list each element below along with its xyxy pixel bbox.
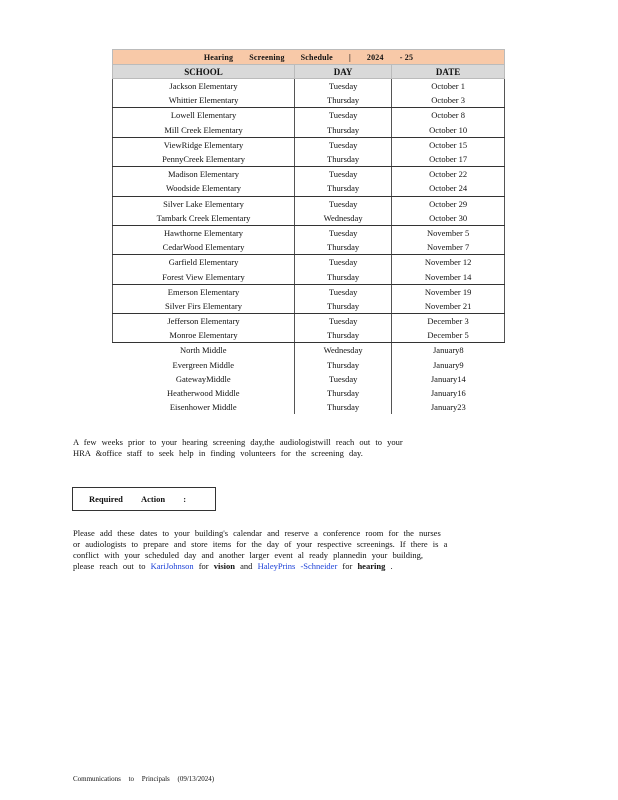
cell-date: January8 — [432, 345, 464, 356]
cell-day: Thursday — [295, 269, 392, 284]
cell-school: Jackson Elementary — [113, 79, 295, 94]
required-label: Required — [89, 494, 123, 504]
cell-date: October 29 — [392, 196, 505, 211]
volunteer-paragraph — [73, 437, 403, 459]
cell-school: Mill Creek Elementary — [113, 123, 295, 138]
instructions-paragraph — [73, 528, 447, 572]
cell-day: Tuesday — [295, 255, 392, 270]
cell-school: Monroe Elementary — [113, 328, 295, 343]
cell-school: GatewayMiddle — [175, 373, 231, 384]
cell-date: November 14 — [392, 269, 505, 284]
table-row — [113, 386, 505, 400]
required-action-box — [72, 487, 216, 511]
volunteer-line-2: HRA &office staff to seek help in finding volunteers for the screening day. — [73, 448, 363, 458]
table-row — [113, 358, 505, 372]
table-row — [113, 93, 505, 108]
cell-school: Garfield Elementary — [113, 255, 295, 270]
cell-day: Thursday — [295, 240, 392, 255]
table-row — [113, 269, 505, 284]
cell-day: Thursday — [295, 386, 392, 400]
schedule-title-row — [113, 50, 505, 65]
cell-date: November 7 — [392, 240, 505, 255]
cell-day: Tuesday — [295, 314, 392, 329]
table-row — [113, 225, 505, 240]
header-date: DATE — [392, 65, 505, 79]
table-row — [113, 108, 505, 123]
table-row — [113, 240, 505, 255]
cell-school: Tambark Creek Elementary — [113, 211, 295, 226]
cell-date: January16 — [430, 388, 466, 399]
cell-school: ViewRidge Elementary — [113, 137, 295, 152]
cell-school: Lowell Elementary — [113, 108, 295, 123]
cell-date: January14 — [430, 373, 466, 384]
cell-date: October 15 — [392, 137, 505, 152]
table-row — [113, 400, 505, 414]
cell-school: Woodside Elementary — [113, 181, 295, 196]
cell-date: October 17 — [392, 152, 505, 167]
table-row — [113, 284, 505, 299]
action-label: Action — [140, 494, 166, 504]
table-row — [113, 343, 505, 358]
cell-day: Thursday — [295, 123, 392, 138]
cell-school: PennyCreek Elementary — [113, 152, 295, 167]
cell-school: North Middle — [180, 345, 227, 356]
table-row — [113, 79, 505, 94]
cell-date: October 10 — [392, 123, 505, 138]
cell-day: Tuesday — [295, 137, 392, 152]
haley-prins-schneider-link[interactable]: HaleyPrins -Schneider — [257, 561, 338, 571]
table-row — [113, 196, 505, 211]
cell-date: October 30 — [392, 211, 505, 226]
table-row — [113, 137, 505, 152]
cell-date: October 3 — [392, 93, 505, 108]
cell-day: Thursday — [295, 152, 392, 167]
cell-date: November 21 — [392, 299, 505, 314]
table-row — [113, 211, 505, 226]
cell-date: January23 — [430, 402, 466, 413]
volunteer-line-1: A few weeks prior to your hearing screening day,the audiologistwill reach out to your — [73, 437, 403, 447]
table-row — [113, 299, 505, 314]
cell-school: Jefferson Elementary — [113, 314, 295, 329]
cell-school: Evergreen Middle — [172, 359, 234, 370]
cell-school: Hawthorne Elementary — [113, 225, 295, 240]
cell-date: November 19 — [392, 284, 505, 299]
cell-day: Thursday — [295, 181, 392, 196]
cell-day: Tuesday — [295, 225, 392, 240]
cell-day: Thursday — [295, 358, 392, 372]
cell-school: Eisenhower Middle — [169, 402, 237, 413]
table-row — [113, 372, 505, 386]
kari-johnson-link[interactable]: KariJohnson — [150, 561, 194, 571]
cell-day: Thursday — [295, 299, 392, 314]
cell-school: Whittier Elementary — [113, 93, 295, 108]
cell-date: December 5 — [392, 328, 505, 343]
cell-day: Tuesday — [295, 79, 392, 94]
footer-note: Communications to Principals (09/13/2024) — [73, 775, 215, 783]
cell-school: Forest View Elementary — [113, 269, 295, 284]
cell-day: Thursday — [295, 328, 392, 343]
cell-day: Tuesday — [295, 108, 392, 123]
table-row — [113, 314, 505, 329]
table-row — [113, 255, 505, 270]
cell-date: October 1 — [392, 79, 505, 94]
instructions-line-4: please reach out to KariJohnson for vision and HaleyPrins -Schneider for hearing . — [73, 561, 393, 571]
cell-day: Wednesday — [295, 211, 392, 226]
schedule-table — [112, 49, 505, 414]
cell-date: October 8 — [392, 108, 505, 123]
cell-date: November 12 — [392, 255, 505, 270]
table-row — [113, 152, 505, 167]
cell-school: Madison Elementary — [113, 167, 295, 182]
cell-school: Silver Firs Elementary — [113, 299, 295, 314]
header-row — [113, 65, 505, 79]
header-day: DAY — [295, 65, 392, 79]
cell-school: CedarWood Elementary — [113, 240, 295, 255]
cell-date: December 3 — [392, 314, 505, 329]
table-row — [113, 328, 505, 343]
cell-day: Wednesday — [295, 343, 392, 358]
cell-date: October 22 — [392, 167, 505, 182]
cell-day: Tuesday — [295, 167, 392, 182]
table-row — [113, 181, 505, 196]
cell-school: Heatherwood Middle — [167, 388, 240, 399]
cell-school: Silver Lake Elementary — [113, 196, 295, 211]
cell-school: Emerson Elementary — [113, 284, 295, 299]
instructions-line-3: conflict with your scheduled day and another larger event al ready plannedin your building, — [73, 550, 423, 560]
schedule-title: Hearing Screening Schedule | 2024 - 25 — [113, 50, 505, 65]
header-school: SCHOOL — [113, 65, 295, 79]
instructions-line-1: Please add these dates to your building's calendar and reserve a conference room for the nurses — [73, 528, 441, 538]
table-row — [113, 167, 505, 182]
cell-day: Tuesday — [295, 196, 392, 211]
table-row — [113, 123, 505, 138]
cell-day: Thursday — [295, 93, 392, 108]
cell-date: October 24 — [392, 181, 505, 196]
cell-day: Tuesday — [295, 372, 392, 386]
instructions-line-2: or audiologists to prepare and store items for the day of your respective screenings. If there is a — [73, 539, 448, 549]
colon: : — [183, 494, 187, 504]
cell-date: November 5 — [392, 225, 505, 240]
cell-day: Thursday — [295, 400, 392, 414]
cell-date: January9 — [432, 359, 464, 370]
cell-day: Tuesday — [295, 284, 392, 299]
